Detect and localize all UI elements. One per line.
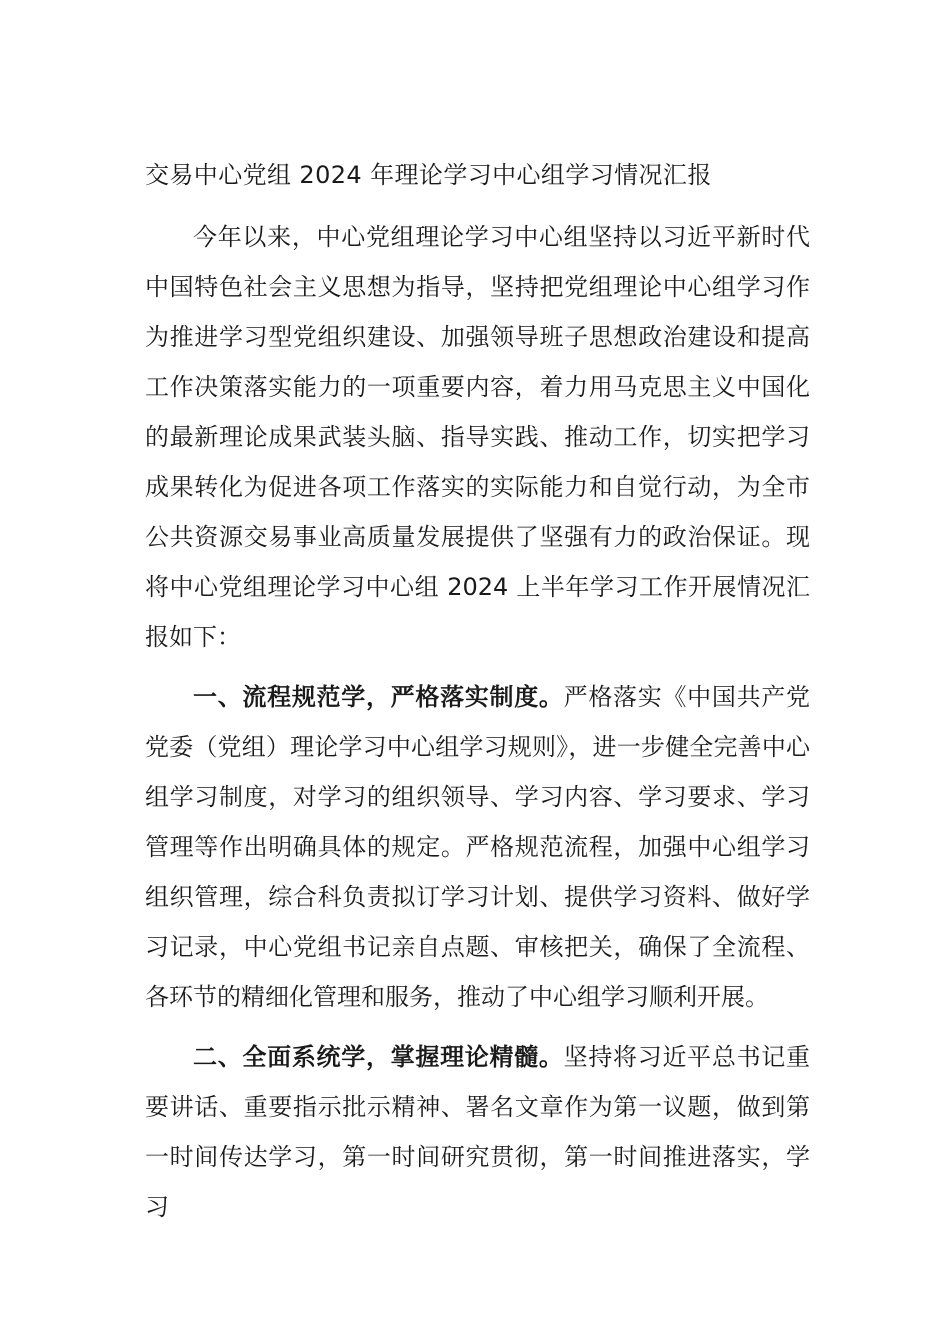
paragraph-text: 今年以来，中心党组理论学习中心组坚持以习近平新时代中国特色社会主义思想为指导，坚持把党组理论中心组学习作为推进学习型党组织建设、加强领导班子思想政治建设和提高工作决策落实能力的一项重要内容，着力用马克思主义中国化的最新理论成果武装头脑、指导实践、推动工作，切实把学习成果转化为促进各项工作落实的实际能力和自觉行动，为全市公共资源交易事业高质量发展提供了坚强有力的政治保证。现将中心党组理论学习中心组 2024 上半年学习工作开展情况汇报如下：: [145, 223, 810, 651]
paragraph-text: 严格落实《中国共产党党委（党组）理论学习中心组学习规则》，进一步健全完善中心组学习制度，对学习的组织领导、学习内容、学习要求、学习管理等作出明确具体的规定。严格规范流程，加强中心组学习组织管理，综合科负责拟订学习计划、提供学习资料、做好学习记录，中心党组书记亲自点题、审核把关，确保了全流程、各环节的精细化管理和服务，推动了中心组学习顺利开展。: [145, 683, 810, 1011]
section-heading: 一、流程规范学，严格落实制度。: [193, 683, 564, 711]
document-title: 交易中心党组 2024 年理论学习中心组学习情况汇报: [145, 161, 712, 189]
paragraph-section-1: [145, 672, 810, 1022]
paragraph-intro: [145, 212, 810, 662]
paragraph-text: 坚持将习近平总书记重要讲话、重要指示批示精神、署名文章作为第一议题，做到第一时间传达学习，第一时间研究贯彻，第一时间推进落实，学习: [145, 1043, 810, 1221]
paragraph-section-2: [145, 1032, 810, 1232]
section-heading: 二、全面系统学，掌握理论精髓。: [193, 1043, 564, 1071]
